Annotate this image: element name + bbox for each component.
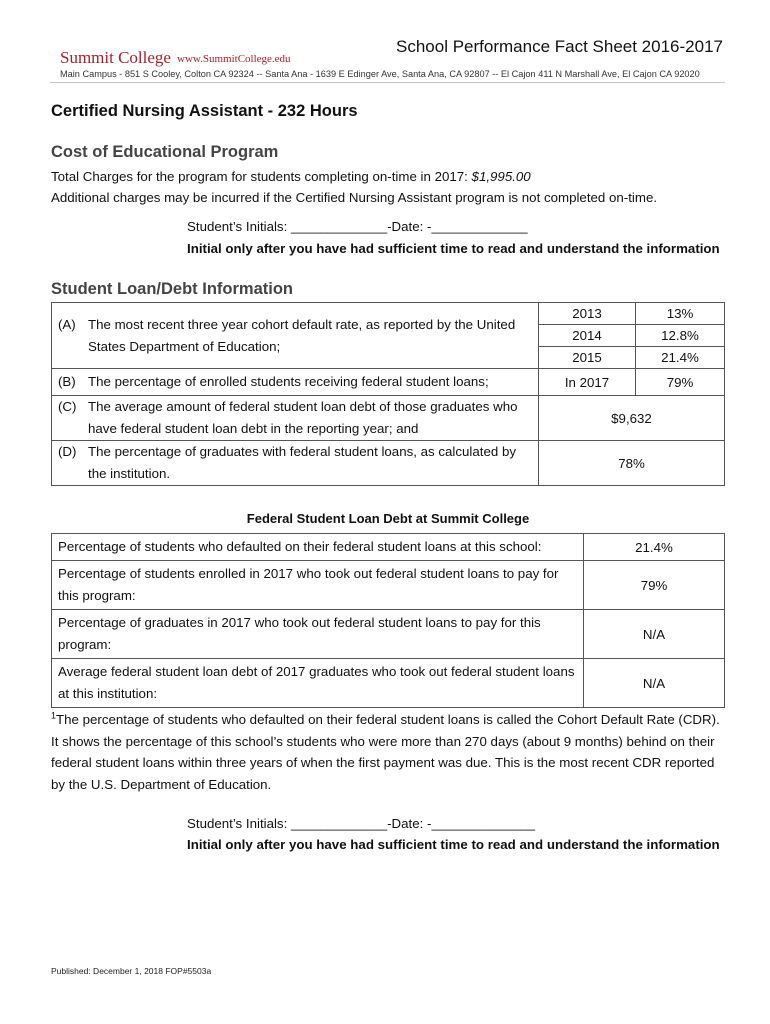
footnote-text: The percentage of students who defaulted on their federal student loans is called the Cohort Default Rate (CDR). It shows the percentage of this school’s students who were more than 270 days (about 9 months) behind on their federal student loans within three years of when the first payment was due. This is the most recent CDR reported by the U.S. Department of Education. [51, 712, 720, 792]
college-logo-text: Summit College [60, 48, 171, 67]
cdr-rate: 21.4% [636, 347, 725, 369]
row-text: The percentage of graduates with federal student loans, as calculated by the institution. [88, 444, 516, 481]
college-website: www.SummitCollege.edu [177, 53, 291, 65]
federal-row-value: N/A [584, 659, 725, 708]
total-charges-line [51, 169, 531, 184]
federal-row-label: Percentage of students who defaulted on their federal student loans at this school: [52, 534, 584, 561]
federal-row-value: 21.4% [584, 534, 725, 561]
initials-instruction [187, 241, 720, 256]
published-date: Published: December 1, 2018 FOP#5503a [51, 966, 212, 976]
federal-loan-table [51, 533, 725, 708]
fact-sheet-title: School Performance Fact Sheet 2016-2017 [396, 37, 723, 56]
cost-heading: Cost of Educational Program [51, 143, 279, 161]
cdr-rate: 12.8% [636, 325, 725, 347]
cdr-year: 2013 [539, 303, 636, 325]
loan-row-a [52, 303, 539, 369]
student-initials-line: Student’s Initials: _____________-Date: -_____________ [187, 219, 528, 234]
federal-row-label: Average federal student loan debt of 2017 graduates who took out federal student loans at this institution: [52, 659, 584, 708]
row-key: (D) [58, 444, 77, 459]
row-key: (A) [58, 316, 76, 332]
cdr-year: 2015 [539, 347, 636, 369]
loan-heading: Student Loan/Debt Information [51, 280, 293, 298]
loan-info-table [51, 302, 725, 486]
row-text: The most recent three year cohort default rate, as reported by the United States Department of Education; [88, 316, 516, 354]
cdr-rate: 13% [636, 303, 725, 325]
initials-instruction-text: Initial only after you have had sufficient time to read and understand the information [187, 837, 720, 852]
initials-instruction [187, 837, 720, 852]
enrolled-loan-percent: 79% [636, 369, 725, 396]
header-divider [50, 82, 725, 83]
additional-charges-line: Additional charges may be incurred if the Certified Nursing Assistant program is not completed on-time. [51, 190, 658, 205]
row-key: (B) [58, 374, 76, 389]
federal-row-value: N/A [584, 610, 725, 659]
student-initials-line: Student’s Initials: _____________-Date: -______________ [187, 816, 535, 831]
graduates-loan-percent: 78% [539, 441, 725, 486]
loan-row-c [52, 396, 539, 441]
loan-row-b [52, 369, 539, 396]
cdr-year: 2014 [539, 325, 636, 347]
federal-row-label: Percentage of students enrolled in 2017 who took out federal student loans to pay for this program: [52, 561, 584, 610]
initials-instruction-text: Initial only after you have had sufficient time to read and understand the information [187, 241, 720, 256]
enrolled-year: In 2017 [539, 369, 636, 396]
row-key: (C) [58, 399, 77, 414]
footnote-mark: 1 [51, 710, 57, 721]
program-title: Certified Nursing Assistant - 232 Hours [51, 102, 358, 120]
federal-row-value: 79% [584, 561, 725, 610]
row-text: The average amount of federal student loan debt of those graduates who have federal student loan debt in the reporting year; and [88, 399, 518, 436]
campus-addresses: Main Campus - 851 S Cooley, Colton CA 92324 -- Santa Ana - 1639 E Edinger Ave, Santa Ana, CA 92807 -- El Cajon 411 N Marshall Ave, El Cajon CA 92020 [60, 69, 700, 79]
cdr-footnote [51, 709, 726, 795]
row-text: The percentage of enrolled students receiving federal student loans; [88, 374, 489, 389]
federal-row-label: Percentage of graduates in 2017 who took out federal student loans to pay for this program: [52, 610, 584, 659]
total-charges-amount: $1,995.00 [471, 169, 531, 184]
federal-table-caption: Federal Student Loan Debt at Summit College [246, 511, 530, 526]
average-debt-value: $9,632 [539, 396, 725, 441]
loan-row-d [52, 441, 539, 486]
total-charges-text: Total Charges for the program for students completing on-time in 2017: [51, 169, 472, 184]
